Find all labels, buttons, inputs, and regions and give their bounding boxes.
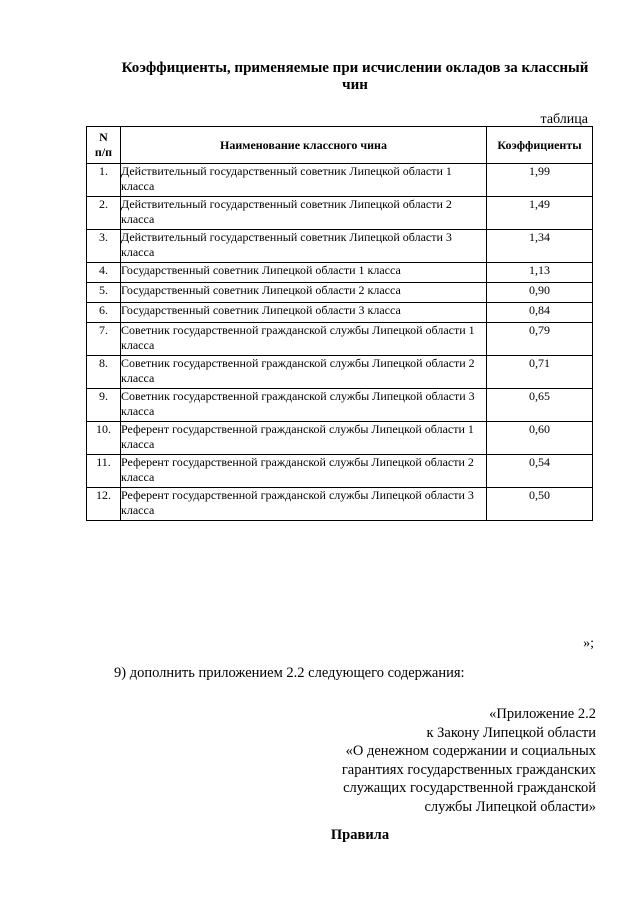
table-row <box>87 230 593 263</box>
document-title <box>110 60 600 94</box>
appendix-line: гарантиях государственных гражданских <box>341 761 596 778</box>
row-coefficient: 1,13 <box>487 263 593 283</box>
table-row <box>87 389 593 422</box>
row-number: 3. <box>87 230 121 263</box>
header-coefficient: Коэффициенты <box>487 127 593 164</box>
title-line-2: чин <box>342 77 368 93</box>
appendix-line: службы Липецкой области» <box>424 798 596 815</box>
row-rank-name: Действительный государственный советник Липецкой области 2 класса <box>121 197 487 230</box>
table-row <box>87 356 593 389</box>
appendix-header <box>300 705 596 816</box>
table-row <box>87 323 593 356</box>
row-coefficient: 0,90 <box>487 283 593 303</box>
row-coefficient: 1,99 <box>487 164 593 197</box>
appendix-line: служащих государственной гражданской <box>343 780 596 796</box>
row-number: 1. <box>87 164 121 197</box>
table-row <box>87 488 593 521</box>
row-coefficient: 1,34 <box>487 230 593 263</box>
table-caption: таблица <box>540 112 588 127</box>
table-header-row <box>87 127 593 164</box>
row-rank-name: Советник государственной гражданской службы Липецкой области 1 класса <box>121 323 487 356</box>
row-number: 6. <box>87 303 121 323</box>
row-number: 8. <box>87 356 121 389</box>
row-number: 11. <box>87 455 121 488</box>
row-rank-name: Государственный советник Липецкой области 2 класса <box>121 283 487 303</box>
row-coefficient: 0,50 <box>487 488 593 521</box>
row-rank-name: Советник государственной гражданской службы Липецкой области 3 класса <box>121 389 487 422</box>
row-number: 4. <box>87 263 121 283</box>
row-rank-name: Референт государственной гражданской службы Липецкой области 2 класса <box>121 455 487 488</box>
row-coefficient: 0,79 <box>487 323 593 356</box>
rules-heading: Правила <box>330 827 390 843</box>
row-coefficient: 0,60 <box>487 422 593 455</box>
row-rank-name: Действительный государственный советник Липецкой области 3 класса <box>121 230 487 263</box>
closing-quote: »; <box>583 636 594 651</box>
amendment-item-9: 9) дополнить приложением 2.2 следующего содержания: <box>114 665 465 681</box>
row-rank-name: Советник государственной гражданской службы Липецкой области 2 класса <box>121 356 487 389</box>
row-coefficient: 0,71 <box>487 356 593 389</box>
row-coefficient: 0,65 <box>487 389 593 422</box>
table-row <box>87 263 593 283</box>
row-number: 10. <box>87 422 121 455</box>
header-name: Наименование классного чина <box>121 127 487 164</box>
table-row <box>87 164 593 197</box>
table-row <box>87 197 593 230</box>
row-rank-name: Референт государственной гражданской службы Липецкой области 1 класса <box>121 422 487 455</box>
table-row <box>87 283 593 303</box>
row-coefficient: 1,49 <box>487 197 593 230</box>
row-rank-name: Действительный государственный советник Липецкой области 1 класса <box>121 164 487 197</box>
row-number: 9. <box>87 389 121 422</box>
appendix-line: к Закону Липецкой области <box>426 724 596 741</box>
row-number: 12. <box>87 488 121 521</box>
row-rank-name: Референт государственной гражданской службы Липецкой области 3 класса <box>121 488 487 521</box>
table-row <box>87 455 593 488</box>
row-rank-name: Государственный советник Липецкой области 1 класса <box>121 263 487 283</box>
header-number: N п/п <box>87 127 121 164</box>
row-number: 5. <box>87 283 121 303</box>
table-row <box>87 303 593 323</box>
row-coefficient: 0,54 <box>487 455 593 488</box>
coefficients-table <box>86 126 593 521</box>
row-number: 2. <box>87 197 121 230</box>
row-number: 7. <box>87 323 121 356</box>
title-line-1: Коэффициенты, применяемые при исчислении окладов за классный <box>121 60 589 76</box>
appendix-line: «Приложение 2.2 <box>489 706 596 722</box>
row-coefficient: 0,84 <box>487 303 593 323</box>
table-row <box>87 422 593 455</box>
appendix-line: «О денежном содержании и социальных <box>345 743 596 759</box>
row-rank-name: Государственный советник Липецкой области 3 класса <box>121 303 487 323</box>
